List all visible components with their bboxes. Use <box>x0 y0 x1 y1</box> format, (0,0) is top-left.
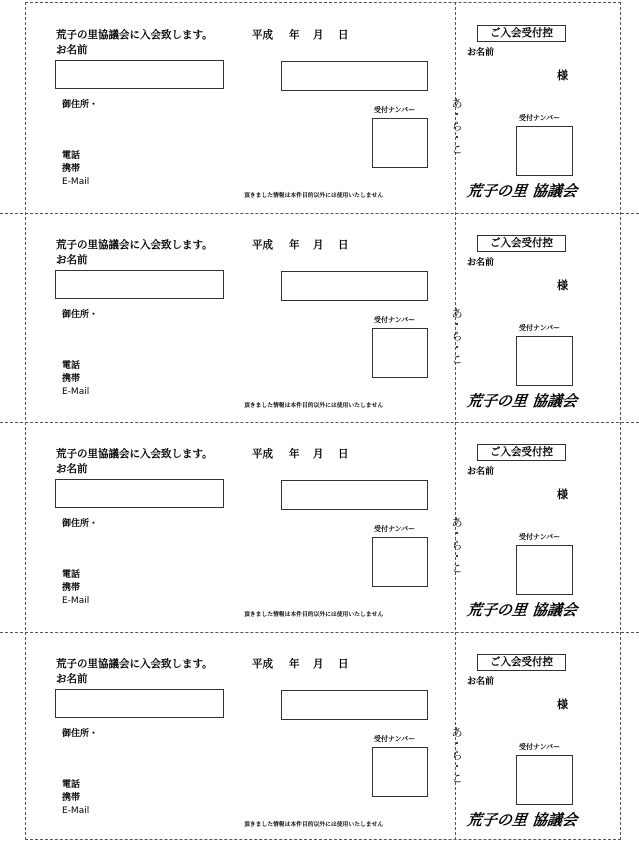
association-logo: 荒子の里 協議会 <box>466 601 579 619</box>
vertical-char: こ <box>451 353 463 366</box>
vertical-char: ・ <box>451 550 463 563</box>
name-field[interactable] <box>55 60 224 89</box>
day-label: 日 <box>338 239 349 251</box>
year-label: 年 <box>289 29 300 41</box>
day-label: 日 <box>338 658 349 670</box>
phone-label: 電話 <box>62 361 81 371</box>
era-label: 平成 <box>252 448 273 460</box>
vertical-char: ら <box>451 749 463 762</box>
year-label: 年 <box>289 658 300 670</box>
receipt-name-label: お名前 <box>467 258 495 268</box>
honorific-label: 様 <box>557 488 568 501</box>
vertical-char: ・ <box>451 527 463 540</box>
form-title: 荒子の里協議会に入会致します。 <box>56 658 213 670</box>
name-label: お名前 <box>56 463 88 475</box>
date-field[interactable] <box>281 690 428 720</box>
receipt-title: ご入会受付控 <box>477 25 566 42</box>
email-label: E-Mail <box>62 387 90 397</box>
receipt-number-field[interactable] <box>516 755 573 805</box>
day-label: 日 <box>338 448 349 460</box>
form-title: 荒子の里協議会に入会致します。 <box>56 29 213 41</box>
association-logo: 荒子の里 協議会 <box>466 182 579 200</box>
name-field[interactable] <box>55 479 224 508</box>
mobile-label: 携帯 <box>62 164 81 174</box>
reception-number-field[interactable] <box>372 118 428 168</box>
receipt-title: ご入会受付控 <box>477 654 566 671</box>
arako-vertical-text <box>450 95 464 158</box>
address-label: 御住所・ <box>62 519 99 529</box>
vertical-char: あ <box>451 726 463 739</box>
privacy-note: 頂きました情報は本件目的以外には使用いたしません <box>244 403 384 409</box>
phone-label: 電話 <box>62 780 81 790</box>
reception-number-field[interactable] <box>372 537 428 587</box>
membership-form-section <box>0 631 639 841</box>
receipt-number-label: 受付ナンバー <box>519 743 561 751</box>
reception-number-label: 受付ナンバー <box>374 316 416 324</box>
name-field[interactable] <box>55 689 224 718</box>
privacy-note: 頂きました情報は本件目的以外には使用いたしません <box>244 612 384 618</box>
vertical-char: ・ <box>451 341 463 354</box>
reception-number-label: 受付ナンバー <box>374 525 416 533</box>
vertical-char: あ <box>451 516 463 529</box>
day-label: 日 <box>338 29 349 41</box>
email-label: E-Mail <box>62 177 90 187</box>
vertical-char: ・ <box>451 318 463 331</box>
form-title: 荒子の里協議会に入会致します。 <box>56 239 213 251</box>
receipt-name-label: お名前 <box>467 48 495 58</box>
honorific-label: 様 <box>557 279 568 292</box>
receipt-title: ご入会受付控 <box>477 235 566 252</box>
receipt-title: ご入会受付控 <box>477 444 566 461</box>
reception-number-label: 受付ナンバー <box>374 735 416 743</box>
reception-number-field[interactable] <box>372 747 428 797</box>
month-label: 月 <box>313 239 324 251</box>
vertical-char: ら <box>451 120 463 133</box>
receipt-number-field[interactable] <box>516 545 573 595</box>
arako-vertical-text <box>450 724 464 787</box>
email-label: E-Mail <box>62 596 90 606</box>
receipt-number-field[interactable] <box>516 126 573 176</box>
receipt-name-label: お名前 <box>467 467 495 477</box>
membership-form-section <box>0 2 639 212</box>
phone-label: 電話 <box>62 570 81 580</box>
receipt-number-label: 受付ナンバー <box>519 533 561 541</box>
vertical-char: ・ <box>451 108 463 121</box>
reception-number-label: 受付ナンバー <box>374 106 416 114</box>
era-label: 平成 <box>252 239 273 251</box>
vertical-char: ・ <box>451 131 463 144</box>
month-label: 月 <box>313 658 324 670</box>
vertical-char: ら <box>451 330 463 343</box>
membership-form-section <box>0 212 639 422</box>
receipt-name-label: お名前 <box>467 677 495 687</box>
privacy-note: 頂きました情報は本件目的以外には使用いたしません <box>244 193 384 199</box>
month-label: 月 <box>313 29 324 41</box>
month-label: 月 <box>313 448 324 460</box>
vertical-char: ・ <box>451 737 463 750</box>
association-logo: 荒子の里 協議会 <box>466 811 579 829</box>
privacy-note: 頂きました情報は本件目的以外には使用いたしません <box>244 822 384 828</box>
era-label: 平成 <box>252 29 273 41</box>
mobile-label: 携帯 <box>62 583 81 593</box>
year-label: 年 <box>289 239 300 251</box>
vertical-char: ら <box>451 539 463 552</box>
date-field[interactable] <box>281 480 428 510</box>
year-label: 年 <box>289 448 300 460</box>
receipt-number-field[interactable] <box>516 336 573 386</box>
address-label: 御住所・ <box>62 310 99 320</box>
era-label: 平成 <box>252 658 273 670</box>
email-label: E-Mail <box>62 806 90 816</box>
vertical-char: あ <box>451 97 463 110</box>
vertical-char: ・ <box>451 760 463 773</box>
honorific-label: 様 <box>557 69 568 82</box>
mobile-label: 携帯 <box>62 374 81 384</box>
mobile-label: 携帯 <box>62 793 81 803</box>
arako-vertical-text <box>450 305 464 368</box>
date-field[interactable] <box>281 61 428 91</box>
vertical-char: こ <box>451 562 463 575</box>
honorific-label: 様 <box>557 698 568 711</box>
phone-label: 電話 <box>62 151 81 161</box>
vertical-char: こ <box>451 143 463 156</box>
date-field[interactable] <box>281 271 428 301</box>
association-logo: 荒子の里 協議会 <box>466 392 579 410</box>
vertical-char: こ <box>451 772 463 785</box>
address-label: 御住所・ <box>62 100 99 110</box>
address-label: 御住所・ <box>62 729 99 739</box>
receipt-number-label: 受付ナンバー <box>519 324 561 332</box>
name-label: お名前 <box>56 254 88 266</box>
receipt-number-label: 受付ナンバー <box>519 114 561 122</box>
membership-form-section <box>0 421 639 631</box>
vertical-char: あ <box>451 307 463 320</box>
reception-number-field[interactable] <box>372 328 428 378</box>
name-label: お名前 <box>56 673 88 685</box>
form-title: 荒子の里協議会に入会致します。 <box>56 448 213 460</box>
name-field[interactable] <box>55 270 224 299</box>
name-label: お名前 <box>56 44 88 56</box>
arako-vertical-text <box>450 514 464 577</box>
